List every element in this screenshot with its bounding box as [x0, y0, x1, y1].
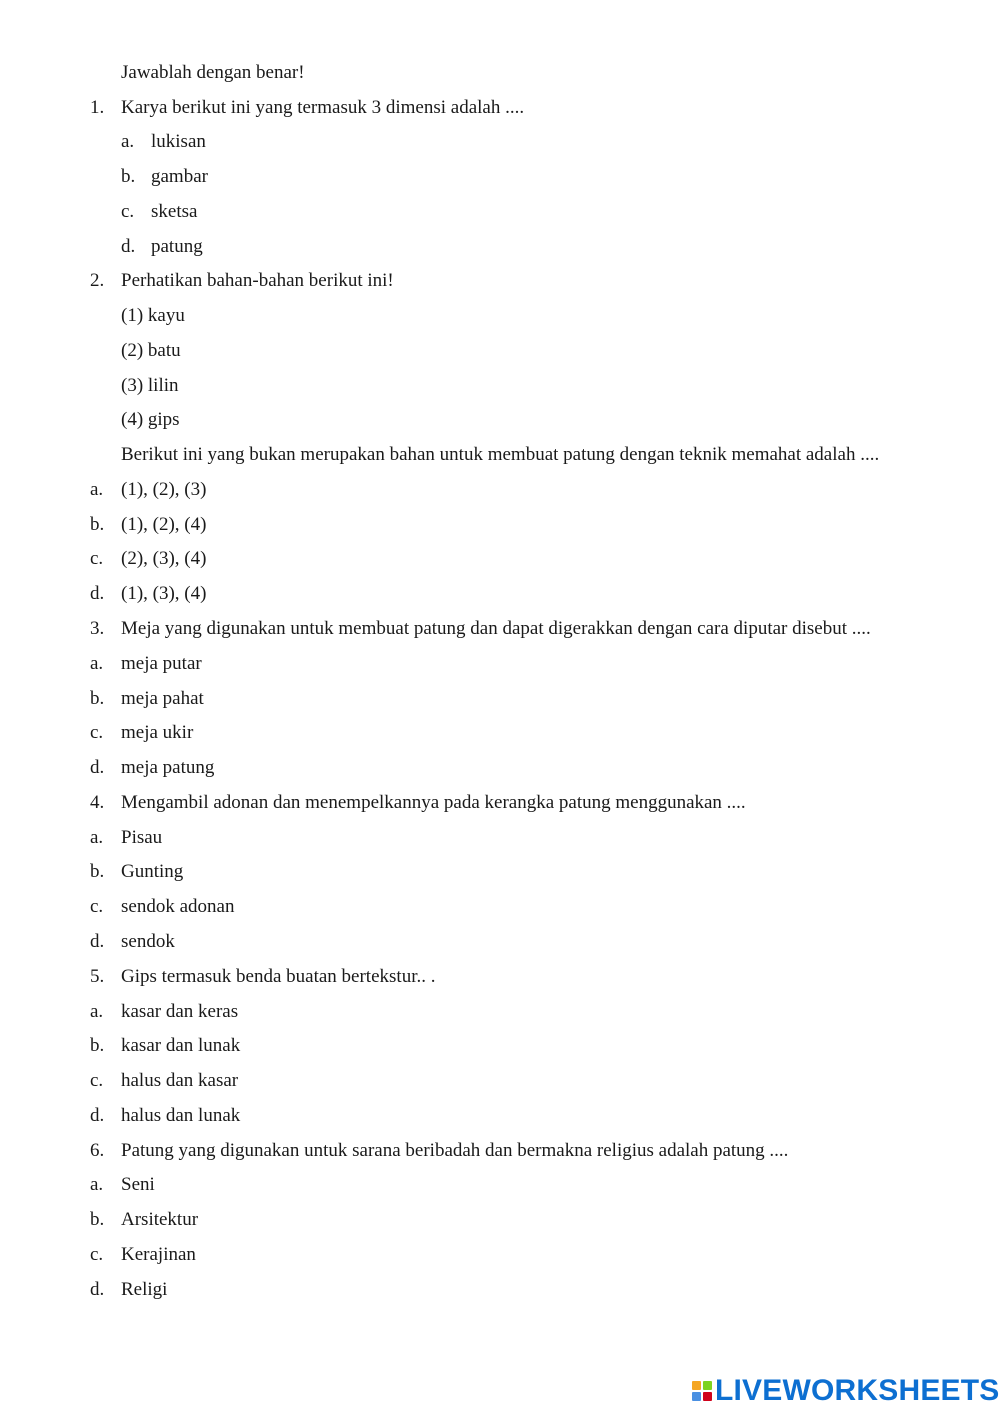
option-text: Gunting	[121, 861, 184, 882]
option-text: gambar	[151, 166, 208, 187]
logo-cell	[692, 1381, 701, 1390]
option-letter: b.	[90, 514, 105, 535]
question-text: Perhatikan bahan-bahan berikut ini!	[121, 270, 394, 291]
option-letter: b.	[90, 688, 105, 709]
option-letter: a.	[90, 827, 104, 848]
option-letter: d.	[90, 1105, 105, 1126]
question-number: 3.	[90, 618, 105, 639]
option-letter: a.	[90, 1001, 104, 1022]
logo-text: LIVEWORKSHEETS	[715, 1374, 1000, 1407]
material-item: (1) kayu	[121, 305, 185, 326]
question-number: 1.	[90, 97, 105, 118]
option-text: kasar dan lunak	[121, 1035, 241, 1056]
option-letter: c.	[90, 1070, 104, 1091]
option-letter: c.	[90, 896, 104, 917]
option-text: meja patung	[121, 757, 215, 778]
logo-cell	[692, 1392, 701, 1401]
option-letter: d.	[90, 583, 105, 604]
option-letter: d.	[90, 757, 105, 778]
option-text: (1), (2), (4)	[121, 514, 207, 535]
option-text: patung	[151, 236, 203, 257]
liveworksheets-logo	[692, 1373, 1000, 1409]
option-letter: d.	[90, 931, 105, 952]
question-number: 5.	[90, 966, 105, 987]
option-letter: c.	[90, 548, 104, 569]
option-text: sendok	[121, 931, 175, 952]
instruction-text: Jawablah dengan benar!	[121, 62, 305, 83]
option-letter: a.	[121, 131, 135, 152]
option-letter: d.	[90, 1279, 105, 1300]
option-text: sketsa	[151, 201, 198, 222]
option-text: sendok adonan	[121, 896, 235, 917]
option-letter: b.	[90, 861, 105, 882]
option-text: Pisau	[121, 827, 163, 848]
question-text: Berikut ini yang bukan merupakan bahan untuk membuat patung dengan teknik memahat adalah ....	[121, 444, 880, 465]
material-item: (3) lilin	[121, 375, 179, 396]
option-text: Arsitektur	[121, 1209, 199, 1230]
question-text: Karya berikut ini yang termasuk 3 dimensi adalah ....	[121, 97, 525, 118]
option-letter: a.	[90, 479, 104, 500]
option-text: meja putar	[121, 653, 202, 674]
question-number: 4.	[90, 792, 105, 813]
option-letter: c.	[90, 722, 104, 743]
option-text: kasar dan keras	[121, 1001, 239, 1022]
question-text: Meja yang digunakan untuk membuat patung dan dapat digerakkan dengan cara diputar disebut ....	[121, 618, 871, 639]
option-text: Kerajinan	[121, 1244, 196, 1265]
question-text: Mengambil adonan dan menempelkannya pada kerangka patung menggunakan ....	[121, 792, 746, 813]
option-text: Seni	[121, 1174, 155, 1195]
option-text: (2), (3), (4)	[121, 548, 207, 569]
option-letter: b.	[90, 1035, 105, 1056]
material-item: (2) batu	[121, 340, 181, 361]
option-letter: c.	[121, 201, 135, 222]
option-text: halus dan kasar	[121, 1070, 239, 1091]
option-text: lukisan	[151, 131, 206, 152]
question-text: Gips termasuk benda buatan bertekstur.. .	[121, 966, 436, 987]
option-text: (1), (3), (4)	[121, 583, 207, 604]
option-text: Religi	[121, 1279, 168, 1300]
option-letter: b.	[121, 166, 136, 187]
option-letter: a.	[90, 1174, 104, 1195]
logo-cell	[703, 1392, 712, 1401]
question-number: 6.	[90, 1140, 105, 1161]
question-number: 2.	[90, 270, 105, 291]
option-text: meja pahat	[121, 688, 204, 709]
option-letter: b.	[90, 1209, 105, 1230]
material-item: (4) gips	[121, 409, 180, 430]
logo-cell	[703, 1381, 712, 1390]
option-text: (1), (2), (3)	[121, 479, 207, 500]
option-text: halus dan lunak	[121, 1105, 241, 1126]
question-text: Patung yang digunakan untuk sarana beribadah dan bermakna religius adalah patung ....	[121, 1140, 789, 1161]
option-letter: c.	[90, 1244, 104, 1265]
option-letter: d.	[121, 236, 136, 257]
option-letter: a.	[90, 653, 104, 674]
option-text: meja ukir	[121, 722, 194, 743]
logo-grid-icon	[692, 1381, 712, 1401]
